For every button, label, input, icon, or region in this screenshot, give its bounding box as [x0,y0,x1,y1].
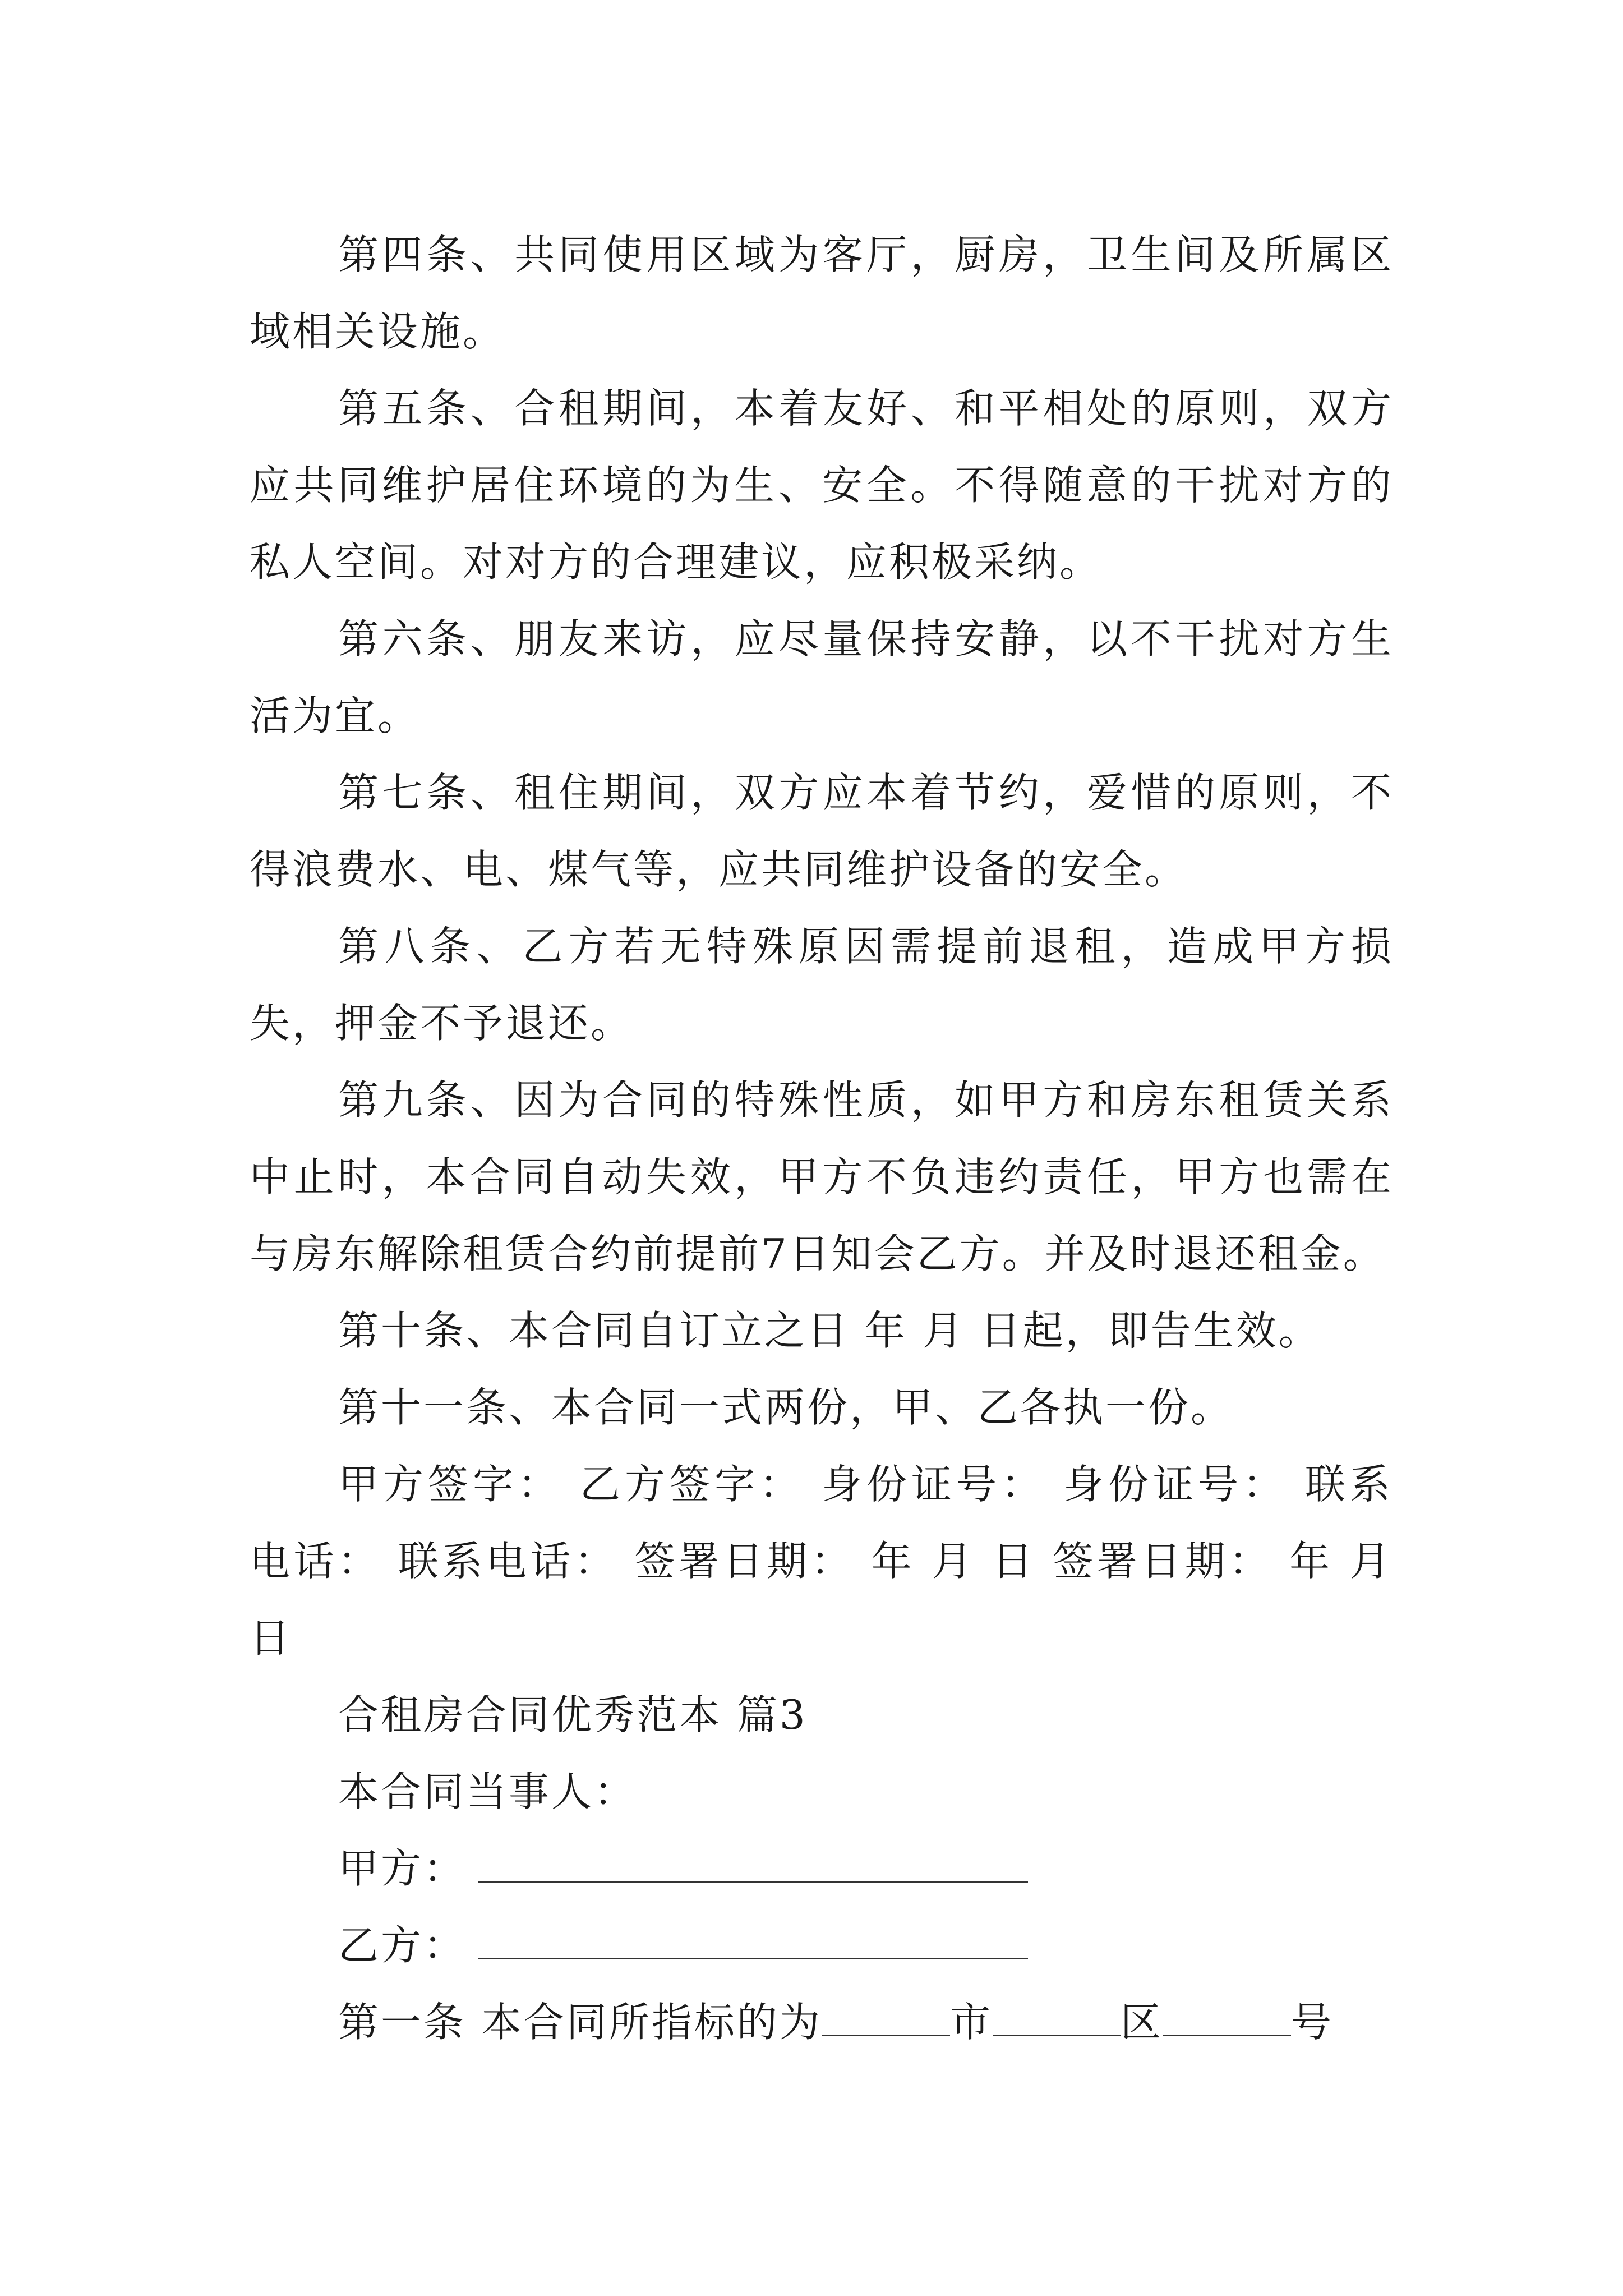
city-blank[interactable] [822,2000,950,2036]
party-b-blank[interactable] [478,1923,1028,1959]
clause-8: 第八条、乙方若无特殊原因需提前退租，造成甲方损失，押金不予退还。 [250,923,1394,1047]
clause-7: 第七条、租住期间，双方应本着节约，爱惜的原则，不得浪费水、电、煤气等，应共同维护设备的安全。 [250,769,1394,893]
party-b-row [250,1907,1394,1984]
clause-4: 第四条、共同使用区域为客厅，厨房，卫生间及所属区域相关设施。 [250,231,1394,355]
clause-11: 第十一条、本合同一式两份，甲、乙各执一份。 [338,1384,1234,1431]
clause-9: 第九条、因为合同的特殊性质，如甲方和房东租赁关系中止时，本合同自动失效，甲方不负违约责任，甲方也需在与房东解除租赁合约前提前7日知会乙方。并及时退还租金。 [250,1076,1394,1277]
party-b-label: 乙方： [338,1922,467,1969]
section-title: 合租房合同优秀范本 篇3 [338,1691,808,1738]
signature-block: 甲方签字： 乙方签字： 身份证号： 身份证号： 联系电话： 联系电话： 签署日期： 年 月 日 签署日期： 年 月 日 [250,1461,1394,1662]
city-label: 市 [949,1999,993,2046]
clause-1-row [250,1984,1394,2061]
party-a-blank[interactable] [478,1846,1028,1883]
party-a-row [250,1830,1394,1907]
parties-heading: 本合同当事人： [338,1768,637,1815]
district-label: 区 [1120,1999,1163,2046]
clause-5: 第五条、合租期间，本着友好、和平相处的原则，双方应共同维护居住环境的为生、安全。不得随意的干扰对方的私人空间。对对方的合理建议，应积极采纳。 [250,385,1394,586]
district-blank[interactable] [993,2000,1121,2036]
number-label: 号 [1290,1999,1334,2046]
clause-1-prefix: 第一条 本合同所指标的为 [338,1999,822,2046]
number-blank[interactable] [1163,2000,1291,2036]
clause-10: 第十条、本合同自订立之日 年 月 日起，即告生效。 [338,1307,1321,1354]
party-a-label: 甲方： [338,1845,467,1892]
clause-6: 第六条、朋友来访，应尽量保持安静，以不干扰对方生活为宜。 [250,615,1394,739]
document-body [250,217,1394,2061]
